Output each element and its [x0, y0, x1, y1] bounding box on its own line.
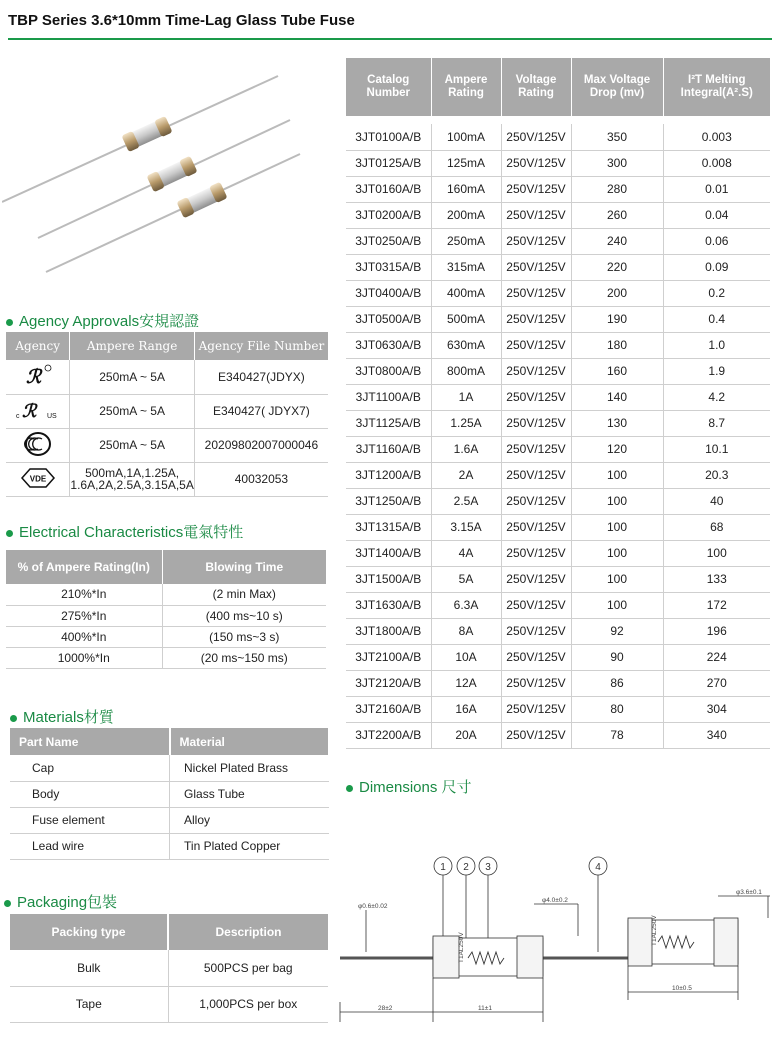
catalog-number: 3JT0125A/B — [346, 150, 431, 176]
callout-3: 3 — [485, 862, 491, 873]
agency-row — [6, 462, 328, 496]
material: Nickel Plated Brass — [170, 755, 329, 781]
voltage-drop: 90 — [571, 644, 663, 670]
electrical-row — [6, 647, 326, 668]
ampere-rating: 125mA — [431, 150, 501, 176]
voltage-rating: 250V/125V — [501, 540, 571, 566]
voltage-drop: 80 — [571, 696, 663, 722]
voltage-rating: 250V/125V — [501, 722, 571, 748]
packaging-row — [10, 986, 328, 1022]
i2t-value: 0.01 — [663, 176, 770, 202]
spec-row — [346, 540, 770, 566]
agency-row — [6, 428, 328, 462]
catalog-number: 3JT2160A/B — [346, 696, 431, 722]
voltage-drop: 240 — [571, 228, 663, 254]
catalog-number: 3JT0100A/B — [346, 124, 431, 150]
voltage-drop: 140 — [571, 384, 663, 410]
col-material: Material — [170, 728, 329, 755]
material-row — [10, 755, 329, 781]
part-name: Body — [10, 781, 170, 807]
ampere-rating: 1A — [431, 384, 501, 410]
ampere-rating: 100mA — [431, 124, 501, 150]
fuse-product-photo — [2, 62, 302, 282]
lead-length-label: 28±2 — [378, 1005, 393, 1012]
spec-table — [346, 58, 770, 749]
ampere-rating: 400mA — [431, 280, 501, 306]
ul-icon — [6, 360, 70, 394]
material-row — [10, 833, 329, 859]
spec-row — [346, 722, 770, 748]
ampere-rating: 1.25A — [431, 410, 501, 436]
i2t-value: 0.4 — [663, 306, 770, 332]
voltage-rating: 250V/125V — [501, 566, 571, 592]
blowing-time: (150 ms~3 s) — [162, 626, 326, 647]
voltage-drop: 100 — [571, 514, 663, 540]
i2t-value: 0.04 — [663, 202, 770, 228]
electrical-row — [6, 605, 326, 626]
voltage-drop: 160 — [571, 358, 663, 384]
catalog-number: 3JT0400A/B — [346, 280, 431, 306]
voltage-rating: 250V/125V — [501, 176, 571, 202]
voltage-rating: 250V/125V — [501, 644, 571, 670]
pack-description: 500PCS per bag — [168, 950, 328, 986]
ampere-rating: 800mA — [431, 358, 501, 384]
col-blowing-time: Blowing Time — [162, 550, 326, 584]
catalog-number: 3JT1400A/B — [346, 540, 431, 566]
ampere-rating: 20A — [431, 722, 501, 748]
spec-row — [346, 566, 770, 592]
voltage-drop: 200 — [571, 280, 663, 306]
voltage-rating: 250V/125V — [501, 696, 571, 722]
spec-row — [346, 696, 770, 722]
i2t-value: 68 — [663, 514, 770, 540]
voltage-rating: 250V/125V — [501, 618, 571, 644]
catalog-number: 3JT1100A/B — [346, 384, 431, 410]
agency-file-number: E340427( JDYX7) — [194, 394, 328, 428]
electrical-row — [6, 626, 326, 647]
vde-icon — [6, 462, 70, 496]
i2t-value: 172 — [663, 592, 770, 618]
packing-type: Tape — [10, 986, 168, 1022]
spec-row — [346, 228, 770, 254]
col-agency: Agency — [6, 332, 70, 360]
spec-row — [346, 358, 770, 384]
body-diameter-label: φ4.0±0.2 — [542, 897, 568, 904]
voltage-rating: 250V/125V — [501, 488, 571, 514]
i2t-value: 270 — [663, 670, 770, 696]
voltage-drop: 190 — [571, 306, 663, 332]
ampere-rating: 10A — [431, 644, 501, 670]
agency-range: 500mA,1A,1.25A, 1.6A,2A,2.5A,3.15A,5A — [70, 462, 194, 496]
voltage-drop: 350 — [571, 124, 663, 150]
ampere-rating: 200mA — [431, 202, 501, 228]
i2t-value: 8.7 — [663, 410, 770, 436]
ampere-rating: 315mA — [431, 254, 501, 280]
ampere-rating: 6.3A — [431, 592, 501, 618]
voltage-rating: 250V/125V — [501, 306, 571, 332]
i2t-value: 340 — [663, 722, 770, 748]
part-name: Cap — [10, 755, 170, 781]
voltage-rating: 250V/125V — [501, 150, 571, 176]
agency-file-number: E340427(JDYX) — [194, 360, 328, 394]
i2t-value: 40 — [663, 488, 770, 514]
marking-label-2: T1AL250V — [651, 915, 658, 946]
voltage-drop: 120 — [571, 436, 663, 462]
electrical-table — [6, 550, 326, 669]
packaging-table — [10, 914, 328, 1023]
voltage-drop: 86 — [571, 670, 663, 696]
part-name: Fuse element — [10, 807, 170, 833]
cap-length-label: 10±0.5 — [672, 985, 692, 992]
i2t-value: 1.9 — [663, 358, 770, 384]
callout-1: 1 — [440, 862, 446, 873]
agency-range: 250mA ~ 5A — [70, 360, 194, 394]
i2t-value: 4.2 — [663, 384, 770, 410]
voltage-drop: 300 — [571, 150, 663, 176]
ampere-rating: 4A — [431, 540, 501, 566]
spec-row — [346, 202, 770, 228]
ampere-rating: 500mA — [431, 306, 501, 332]
catalog-number: 3JT1250A/B — [346, 488, 431, 514]
i2t-value: 0.003 — [663, 124, 770, 150]
col-ampere-rating: Ampere Rating — [431, 58, 501, 116]
catalog-number: 3JT0315A/B — [346, 254, 431, 280]
ampere-rating: 2A — [431, 462, 501, 488]
voltage-rating: 250V/125V — [501, 514, 571, 540]
catalog-number: 3JT1160A/B — [346, 436, 431, 462]
spec-row — [346, 124, 770, 150]
body-length-label: 11±1 — [478, 1005, 492, 1012]
agency-heading: Agency Approvals安規認證 — [6, 310, 199, 331]
spec-row — [346, 306, 770, 332]
ampere-rating: 12A — [431, 670, 501, 696]
voltage-rating: 250V/125V — [501, 280, 571, 306]
agency-range: 250mA ~ 5A — [70, 428, 194, 462]
ampere-rating: 250mA — [431, 228, 501, 254]
svg-text:c: c — [15, 412, 20, 420]
material: Tin Plated Copper — [170, 833, 329, 859]
agency-row — [6, 360, 328, 394]
col-i2t-integral: I²T Melting Integral(A².S) — [663, 58, 770, 116]
ampere-pct: 210%*In — [6, 584, 162, 605]
ampere-rating: 16A — [431, 696, 501, 722]
spec-row — [346, 150, 770, 176]
catalog-number: 3JT1500A/B — [346, 566, 431, 592]
col-ampere-range: Ampere Range — [70, 332, 194, 360]
voltage-drop: 92 — [571, 618, 663, 644]
agency-file-number: 20209802007000046 — [194, 428, 328, 462]
spec-row — [346, 410, 770, 436]
voltage-rating: 250V/125V — [501, 124, 571, 150]
catalog-number: 3JT0200A/B — [346, 202, 431, 228]
lead-diameter-label: φ0.6±0.02 — [358, 903, 388, 910]
voltage-drop: 130 — [571, 410, 663, 436]
voltage-rating: 250V/125V — [501, 202, 571, 228]
packaging-heading: Packaging包裝 — [4, 891, 117, 912]
spec-row — [346, 436, 770, 462]
col-catalog-number: Catalog Number — [346, 58, 431, 116]
spec-row — [346, 332, 770, 358]
voltage-rating: 250V/125V — [501, 670, 571, 696]
agency-file-number: 40032053 — [194, 462, 328, 496]
voltage-rating: 250V/125V — [501, 462, 571, 488]
voltage-rating: 250V/125V — [501, 332, 571, 358]
catalog-number: 3JT2100A/B — [346, 644, 431, 670]
agency-row — [6, 394, 328, 428]
catalog-number: 3JT1800A/B — [346, 618, 431, 644]
col-agency-file-number: Agency File Number — [194, 332, 328, 360]
catalog-number: 3JT2200A/B — [346, 722, 431, 748]
cul-us-icon — [6, 394, 70, 428]
voltage-drop: 78 — [571, 722, 663, 748]
voltage-rating: 250V/125V — [501, 410, 571, 436]
ampere-rating: 5A — [431, 566, 501, 592]
packaging-row — [10, 950, 328, 986]
spec-row — [346, 592, 770, 618]
voltage-drop: 280 — [571, 176, 663, 202]
material: Glass Tube — [170, 781, 329, 807]
agency-table — [6, 332, 328, 497]
voltage-rating: 250V/125V — [501, 358, 571, 384]
spec-row — [346, 514, 770, 540]
ampere-rating: 160mA — [431, 176, 501, 202]
ampere-rating: 1.6A — [431, 436, 501, 462]
agency-range: 250mA ~ 5A — [70, 394, 194, 428]
i2t-value: 224 — [663, 644, 770, 670]
col-voltage-rating: Voltage Rating — [501, 58, 571, 116]
materials-table — [10, 728, 330, 860]
spec-row — [346, 644, 770, 670]
i2t-value: 0.09 — [663, 254, 770, 280]
voltage-rating: 250V/125V — [501, 436, 571, 462]
catalog-number: 3JT0500A/B — [346, 306, 431, 332]
spec-row — [346, 618, 770, 644]
catalog-number: 3JT0800A/B — [346, 358, 431, 384]
spec-row — [346, 384, 770, 410]
title-rule — [8, 38, 772, 40]
part-name: Lead wire — [10, 833, 170, 859]
i2t-value: 0.2 — [663, 280, 770, 306]
voltage-drop: 100 — [571, 592, 663, 618]
i2t-value: 133 — [663, 566, 770, 592]
catalog-number: 3JT0160A/B — [346, 176, 431, 202]
packing-type: Bulk — [10, 950, 168, 986]
callout-4: 4 — [595, 862, 601, 873]
ccc-icon — [6, 428, 70, 462]
marking-label: T1AL250V — [458, 932, 465, 963]
spec-row — [346, 488, 770, 514]
i2t-value: 20.3 — [663, 462, 770, 488]
ampere-rating: 2.5A — [431, 488, 501, 514]
voltage-drop: 260 — [571, 202, 663, 228]
catalog-number: 3JT1125A/B — [346, 410, 431, 436]
spec-row — [346, 670, 770, 696]
ampere-pct: 400%*In — [6, 626, 162, 647]
voltage-drop: 180 — [571, 332, 663, 358]
electrical-heading: Electrical Characteristics電氣特性 — [6, 521, 243, 542]
catalog-number: 3JT0630A/B — [346, 332, 431, 358]
i2t-value: 0.008 — [663, 150, 770, 176]
i2t-value: 0.06 — [663, 228, 770, 254]
spec-row — [346, 462, 770, 488]
blowing-time: (2 min Max) — [162, 584, 326, 605]
ampere-rating: 8A — [431, 618, 501, 644]
svg-text:US: US — [46, 412, 57, 420]
col-description: Description — [168, 914, 328, 950]
voltage-drop: 220 — [571, 254, 663, 280]
voltage-drop: 100 — [571, 488, 663, 514]
col-part-name: Part Name — [10, 728, 170, 755]
voltage-rating: 250V/125V — [501, 228, 571, 254]
voltage-rating: 250V/125V — [501, 254, 571, 280]
catalog-number: 3JT1200A/B — [346, 462, 431, 488]
ampere-pct: 275%*In — [6, 605, 162, 626]
voltage-drop: 100 — [571, 462, 663, 488]
ampere-rating: 630mA — [431, 332, 501, 358]
i2t-value: 196 — [663, 618, 770, 644]
i2t-value: 304 — [663, 696, 770, 722]
i2t-value: 1.0 — [663, 332, 770, 358]
spec-row — [346, 254, 770, 280]
material-row — [10, 781, 329, 807]
cap-diameter-label: φ3.6±0.1 — [736, 889, 762, 896]
material-row — [10, 807, 329, 833]
blowing-time: (20 ms~150 ms) — [162, 647, 326, 668]
fuse-2 — [38, 120, 290, 238]
svg-text:ℛ: ℛ — [21, 400, 37, 422]
voltage-drop: 100 — [571, 566, 663, 592]
pack-description: 1,000PCS per box — [168, 986, 328, 1022]
catalog-number: 3JT0250A/B — [346, 228, 431, 254]
spec-row — [346, 280, 770, 306]
blowing-time: (400 ms~10 s) — [162, 605, 326, 626]
ampere-pct: 1000%*In — [6, 647, 162, 668]
catalog-number: 3JT1315A/B — [346, 514, 431, 540]
i2t-value: 100 — [663, 540, 770, 566]
voltage-rating: 250V/125V — [501, 592, 571, 618]
callout-2: 2 — [463, 862, 469, 873]
col-packing-type: Packing type — [10, 914, 168, 950]
spec-row — [346, 176, 770, 202]
voltage-rating: 250V/125V — [501, 384, 571, 410]
dimension-drawing — [338, 852, 776, 1032]
svg-text:VDE: VDE — [29, 474, 46, 483]
page-title: TBP Series 3.6*10mm Time-Lag Glass Tube Fuse — [8, 12, 355, 29]
catalog-number: 3JT2120A/B — [346, 670, 431, 696]
voltage-drop: 100 — [571, 540, 663, 566]
svg-text:ℛ: ℛ — [25, 366, 41, 388]
ampere-rating: 3.15A — [431, 514, 501, 540]
material: Alloy — [170, 807, 329, 833]
col-ampere-pct: % of Ampere Rating(In) — [6, 550, 162, 584]
col-max-voltage-drop: Max Voltage Drop (mv) — [571, 58, 663, 116]
electrical-row — [6, 584, 326, 605]
dimensions-heading: Dimensions 尺寸 — [346, 776, 472, 797]
i2t-value: 10.1 — [663, 436, 770, 462]
materials-heading: Materials材質 — [10, 706, 114, 727]
catalog-number: 3JT1630A/B — [346, 592, 431, 618]
